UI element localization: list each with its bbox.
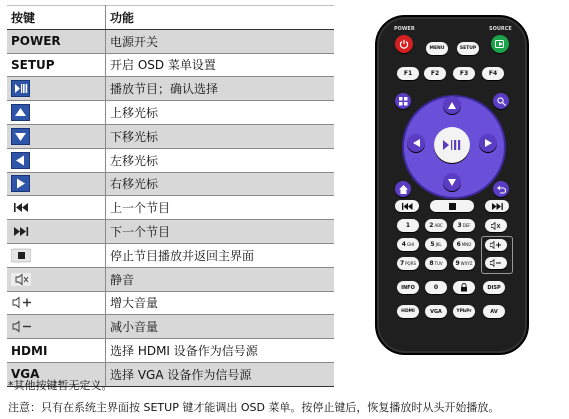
function-text: 电源开关 bbox=[106, 29, 335, 53]
function-text: 下移光标 bbox=[106, 124, 335, 148]
down-button bbox=[443, 173, 461, 191]
hdmi-button: HDMI bbox=[397, 305, 419, 318]
mute-icon bbox=[491, 222, 501, 230]
number-2-button: 2 ABC bbox=[425, 219, 447, 232]
right-button bbox=[479, 134, 497, 152]
function-text: 静音 bbox=[106, 267, 335, 291]
table-row bbox=[7, 267, 334, 291]
function-text: 停止节目播放并返回主界面 bbox=[106, 243, 335, 267]
volume-down-icon bbox=[490, 259, 502, 267]
setup-button: SETUP bbox=[457, 42, 479, 55]
menu-button: MENU bbox=[426, 42, 448, 55]
play-pause-button bbox=[434, 127, 470, 163]
power-button bbox=[395, 35, 413, 53]
grid-icon bbox=[399, 97, 408, 106]
volume-down-button bbox=[485, 257, 507, 269]
number-0-button: 0 bbox=[425, 281, 447, 294]
table-row bbox=[7, 77, 334, 101]
function-text: 增大音量 bbox=[106, 291, 335, 315]
key-setup: SETUP bbox=[7, 53, 106, 77]
table-row bbox=[7, 124, 334, 148]
arrow-left-icon bbox=[413, 139, 420, 147]
mute-button bbox=[485, 219, 507, 232]
disp-button: DISP bbox=[483, 281, 505, 294]
next-icon bbox=[492, 203, 503, 210]
up-button bbox=[443, 96, 461, 114]
source-button bbox=[491, 35, 509, 53]
stop-icon bbox=[449, 203, 456, 210]
f3-button: F3 bbox=[453, 67, 475, 80]
vga-button: VGA bbox=[425, 305, 447, 318]
volume-down-icon bbox=[11, 319, 31, 334]
table-row bbox=[7, 101, 334, 125]
play-pause-icon bbox=[11, 80, 30, 97]
number-7-button: 7 PQRS bbox=[397, 257, 419, 270]
av-button: AV bbox=[483, 305, 505, 318]
table-header bbox=[7, 6, 334, 30]
function-text: 上一个节目 bbox=[106, 196, 335, 220]
arrow-down-icon bbox=[448, 179, 456, 186]
header-function: 功能 bbox=[106, 6, 335, 30]
table-row bbox=[7, 172, 334, 196]
function-text: 右移光标 bbox=[106, 172, 335, 196]
lock-icon bbox=[460, 283, 468, 292]
footnote: *其他按键暂无定义。 bbox=[8, 379, 113, 392]
remote-control-illustration bbox=[375, 15, 529, 355]
function-text: 左移光标 bbox=[106, 148, 335, 172]
source-icon bbox=[495, 39, 506, 49]
table-row bbox=[7, 291, 334, 315]
volume-up-button bbox=[485, 239, 507, 251]
function-text: 上移光标 bbox=[106, 101, 335, 125]
stop-icon bbox=[11, 248, 31, 263]
function-text: 播放节目；确认选择 bbox=[106, 77, 335, 101]
volume-up-icon bbox=[11, 295, 31, 310]
function-text: 选择 VGA 设备作为信号源 bbox=[106, 362, 335, 386]
stop-button bbox=[430, 200, 474, 212]
lock-button bbox=[453, 281, 475, 294]
previous-icon bbox=[402, 203, 413, 210]
home-button bbox=[395, 181, 411, 197]
ypbpr-button: YPbPr bbox=[453, 305, 475, 318]
table-row bbox=[7, 315, 334, 339]
arrow-right-icon bbox=[485, 139, 492, 147]
function-text: 选择 HDMI 设备作为信号源 bbox=[106, 339, 335, 363]
key-vga: VGA bbox=[7, 362, 106, 386]
number-1-button: 1 bbox=[397, 219, 419, 232]
power-icon bbox=[399, 39, 409, 49]
table-row bbox=[7, 339, 334, 363]
arrow-down-icon bbox=[11, 128, 30, 145]
mute-icon bbox=[11, 272, 31, 287]
arrow-up-icon bbox=[11, 104, 30, 121]
arrow-up-icon bbox=[448, 102, 456, 109]
function-text: 减小音量 bbox=[106, 315, 335, 339]
previous-icon bbox=[11, 200, 31, 215]
function-text: 开启 OSD 菜单设置 bbox=[106, 53, 335, 77]
next-icon bbox=[11, 224, 31, 239]
number-9-button: 9 WXYZ bbox=[453, 257, 475, 270]
next-button bbox=[485, 200, 509, 212]
notice-text: 注意：只有在系统主界面按 SETUP 键才能调出 OSD 菜单。按停止键后，恢复播放时从头开始播放。 bbox=[8, 401, 500, 414]
f1-button: F1 bbox=[397, 67, 419, 80]
number-5-button: 5 JKL bbox=[425, 238, 447, 251]
key-power: POWER bbox=[7, 29, 106, 53]
key-hdmi: HDMI bbox=[7, 339, 106, 363]
table-row bbox=[7, 220, 334, 244]
arrow-right-icon bbox=[11, 175, 30, 192]
play-pause-icon bbox=[442, 139, 462, 151]
table-row bbox=[7, 243, 334, 267]
table-row bbox=[7, 148, 334, 172]
header-key: 按键 bbox=[7, 6, 106, 30]
search-icon bbox=[497, 97, 506, 106]
f2-button: F2 bbox=[424, 67, 446, 80]
number-8-button: 8 TUV bbox=[425, 257, 447, 270]
key-function-table bbox=[7, 5, 334, 387]
arrow-left-icon bbox=[11, 152, 30, 169]
table-row bbox=[7, 196, 334, 220]
back-button bbox=[493, 181, 509, 197]
function-text: 下一个节目 bbox=[106, 220, 335, 244]
f4-button: F4 bbox=[482, 67, 504, 80]
home-icon bbox=[399, 185, 408, 194]
table-row bbox=[7, 53, 334, 77]
volume-up-icon bbox=[490, 241, 502, 249]
number-3-button: 3 DEF bbox=[453, 219, 475, 232]
grid-button bbox=[395, 93, 411, 109]
power-label: POWER bbox=[394, 26, 415, 32]
previous-button bbox=[395, 200, 419, 212]
number-4-button: 4 GHI bbox=[397, 238, 419, 251]
number-6-button: 6 MNO bbox=[453, 238, 475, 251]
search-button bbox=[493, 93, 509, 109]
left-button bbox=[407, 134, 425, 152]
source-label: SOURCE bbox=[489, 26, 512, 32]
table-row bbox=[7, 29, 334, 53]
back-icon bbox=[497, 185, 506, 194]
info-button: INFO bbox=[397, 281, 419, 294]
